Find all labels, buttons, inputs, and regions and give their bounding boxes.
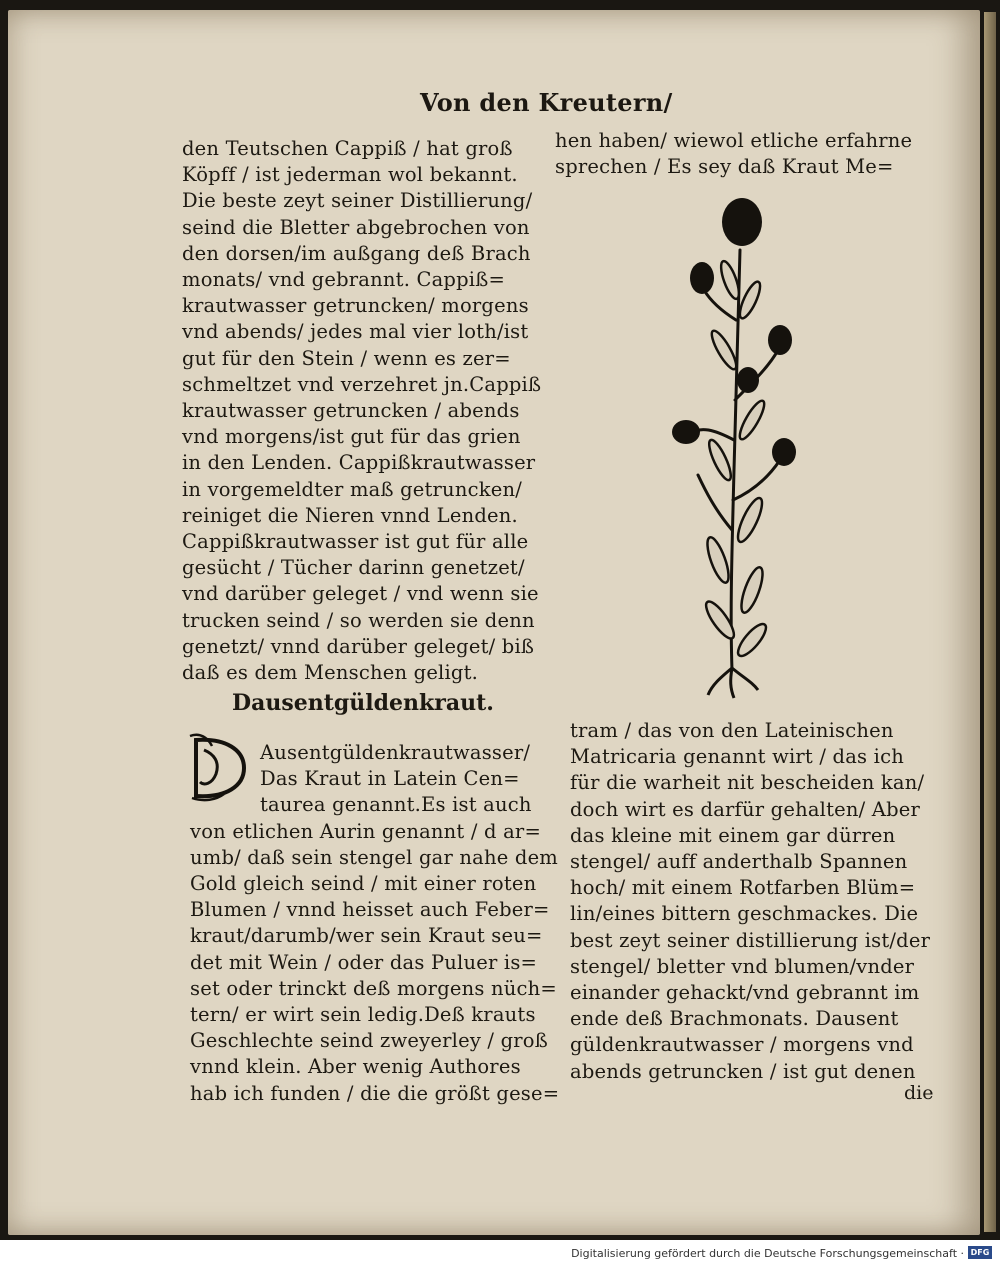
text-line: vnd darüber geleget / vnd wenn sie [182,582,539,606]
flower-head [722,198,762,246]
text-line: das kleine mit einem gar dürren [570,823,896,847]
text-line: in den Lenden. Cappißkrautwasser [182,451,536,475]
text-line: von etlichen Aurin genannt / d ar= [190,819,541,843]
flower-head [672,420,700,444]
text-line: güldenkrautwasser / morgens vnd [570,1033,914,1057]
text-line: best zeyt seiner distillierung ist/der [570,928,931,952]
text-line: kraut/darumb/wer sein Kraut seu= [190,924,543,948]
text-line: Gold gleich seind / mit einer roten [190,872,537,896]
text-line: krautwasser getruncken/ morgens [182,294,529,318]
root [731,668,734,698]
flower-head [772,438,796,466]
text-line: gut für den Stein / wenn es zer= [182,346,511,370]
root [732,668,758,690]
text-line: monats/ vnd gebrannt. Cappiß= [182,268,505,292]
text-line: stengel/ auff anderthalb Spannen [570,850,908,874]
text-line: sprechen / Es sey daß Kraut Me= [555,155,894,179]
text-line: für die warheit nit bescheiden kan/ [570,771,925,795]
flower-head [737,367,759,393]
text-line: ende deß Brachmonats. Dausent [570,1007,899,1031]
text-column-right-top [555,128,915,180]
text-line: set oder trinckt deß morgens nüch= [190,976,557,1000]
leaf [736,398,768,442]
leaf [703,535,733,585]
flower-head [768,325,792,355]
text-line: hoch/ mit einem Rotfarben Blüm= [570,876,916,900]
footer-bar [0,1240,1000,1265]
text-line: vnd morgens/ist gut für das grien [182,425,521,449]
text-line: vnd abends/ jedes mal vier loth/ist [182,320,529,344]
text-line: trucken seind / so werden sie denn [182,608,535,632]
text-line: Ausentgüldenkrautwasser/ [260,741,531,764]
text-line: tern/ er wirt sein ledig.Deß krauts [190,1003,536,1027]
leaf [708,328,740,372]
text-line: den Teutschen Cappiß / hat groß [182,137,513,160]
branch [698,475,732,530]
text-column-left-top [182,136,542,686]
root [708,668,732,695]
text-line: seind die Bletter abgebrochen von [182,215,530,239]
leaf [734,620,770,660]
text-line: in vorgemeldter maß getruncken/ [182,477,522,501]
text-line: tram / das von den Lateinischen [570,719,894,742]
running-head: Von den Kreutern/ [420,88,673,117]
text-column-left-bottom [190,740,560,1107]
text-line: hen haben/ wiewol etliche erfahrne [555,129,913,152]
text-line: taurea genannt.Es ist auch [260,793,532,817]
text-line: krautwasser getruncken / abends [182,399,520,423]
leaf [705,438,734,483]
text-line: umb/ daß sein stengel gar nahe dem [190,845,558,869]
text-column-right-bottom [570,718,940,1085]
text-line: lin/eines bittern geschmackes. Die [570,902,919,926]
text-line: Geschlechte seind zweyerley / groß [190,1029,548,1053]
text-line: Köpff / ist jederman wol bekannt. [182,163,518,187]
text-line: reiniget die Nieren vnnd Lenden. [182,503,518,527]
branch [733,460,780,500]
text-line: Matricaria genannt wirt / das ich [570,745,904,769]
flower-head [690,262,714,294]
leaf [737,565,767,615]
text-line: Die beste zeyt seiner Distillierung/ [182,189,533,213]
text-line: genetzt/ vnnd darüber geleget/ biß [182,634,535,658]
page-edge [984,12,996,1232]
text-line: gesücht / Tücher darinn genetzet/ [182,556,525,580]
text-line: den dorsen/im außgang deß Brach [182,241,531,265]
text-line: daß es dem Menschen geligt. [182,661,479,685]
text-line: hab ich funden / die die größt gese= [190,1081,560,1105]
main-stem [731,250,740,670]
text-line: schmeltzet vnd verzehret jn.Cappiß [182,372,542,396]
text-line: Blumen / vnnd heisset auch Feber= [190,898,550,922]
text-line: doch wirt es darfür gehalten/ Aber [570,797,921,821]
text-line: Das Kraut in Latein Cen= [260,767,520,791]
dfg-logo-icon[interactable]: DFG [968,1246,992,1259]
plant-woodcut-illustration [660,190,810,700]
text-line: abends getruncken / ist gut denen [570,1059,916,1083]
text-line: vnnd klein. Aber wenig Authores [190,1055,521,1079]
section-heading: Dausentgüldenkraut. [232,690,494,716]
leaf [734,495,767,544]
text-line: einander gehackt/vnd gebrannt im [570,981,920,1005]
catchword: die [904,1082,934,1104]
text-line: stengel/ bletter vnd blumen/vnder [570,954,915,978]
text-line: det mit Wein / oder das Puluer is= [190,950,538,974]
footer-credit: Digitalisierung gefördert durch die Deutsche Forschungsgemeinschaft · [571,1247,964,1260]
text-line: Cappißkrautwasser ist gut für alle [182,530,529,554]
